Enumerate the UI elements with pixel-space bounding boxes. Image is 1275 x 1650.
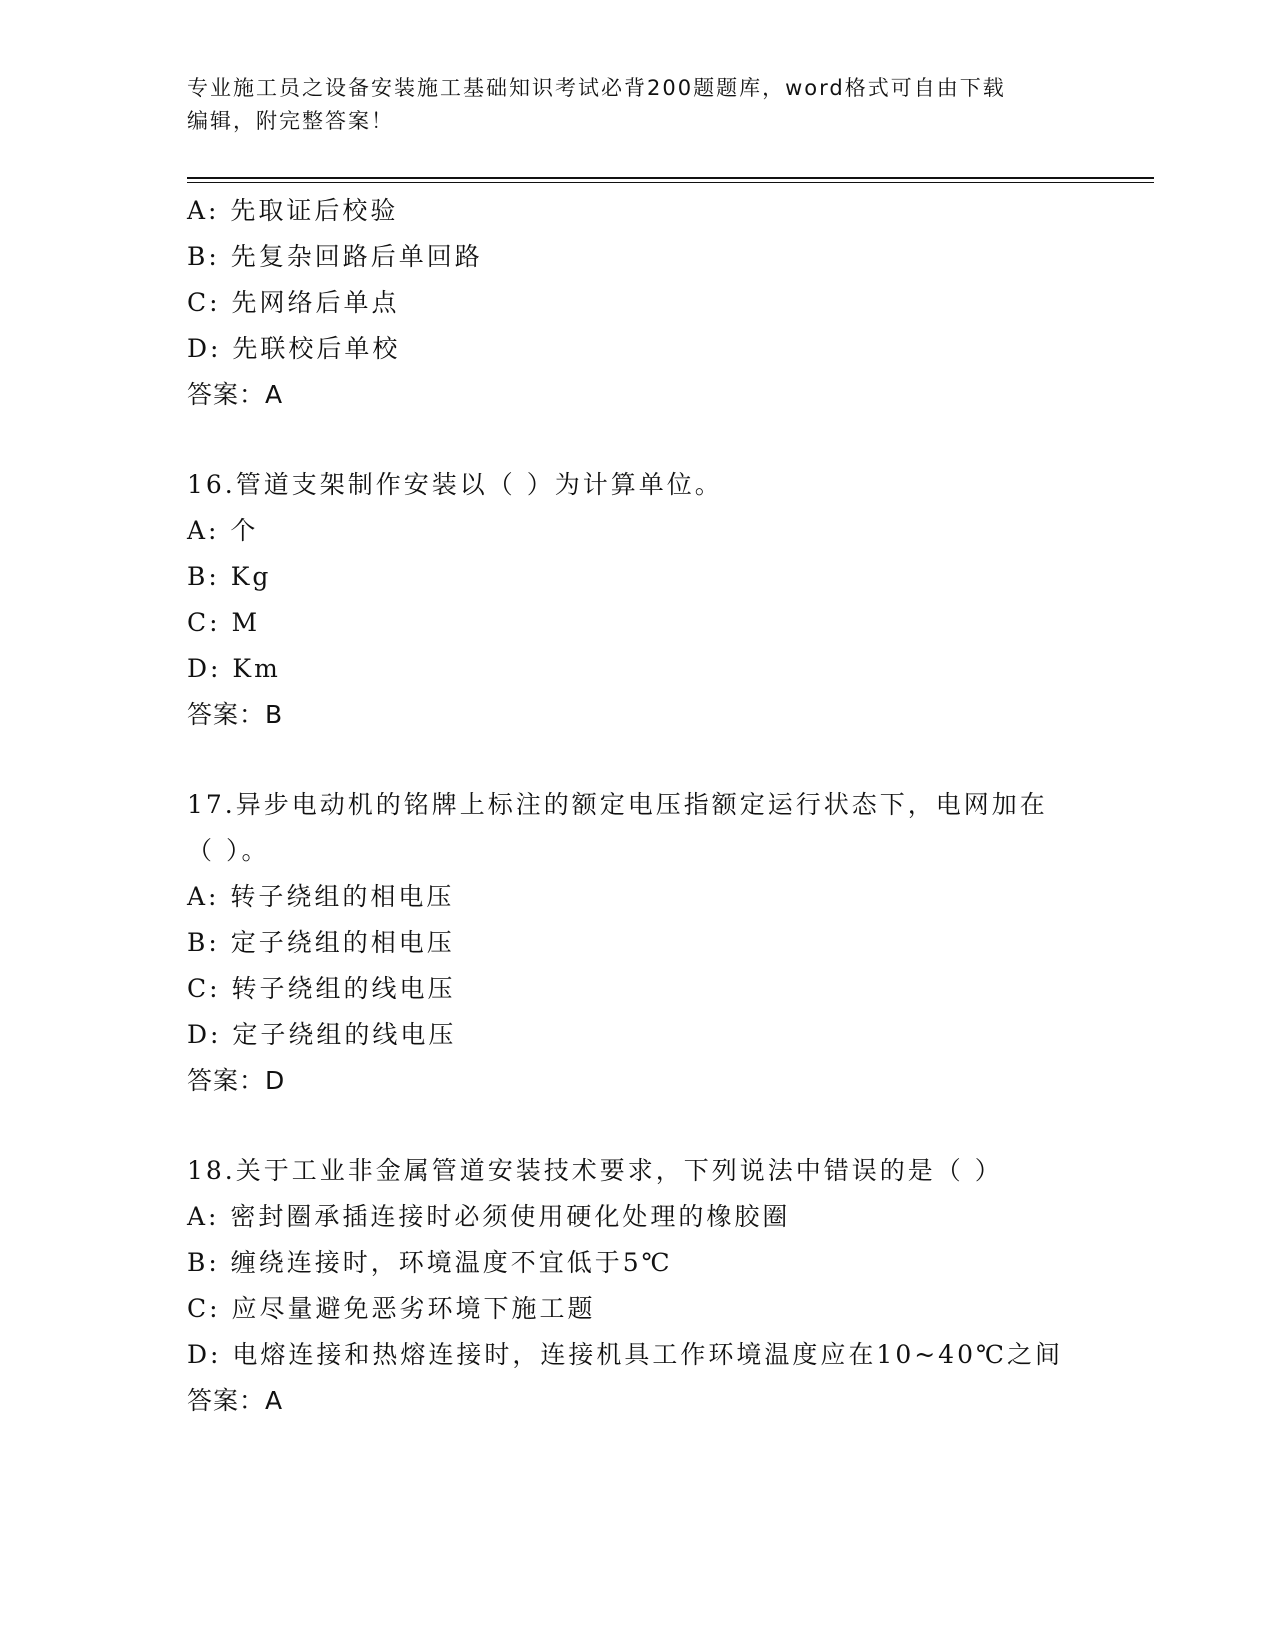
q17-answer: 答案：D xyxy=(187,1066,286,1095)
question-18-block xyxy=(187,1148,1147,1424)
q16-answer: 答案：B xyxy=(187,700,284,729)
q15-answer: 答案：A xyxy=(187,380,284,409)
question-17-block xyxy=(187,782,1147,1104)
q18-option-a: A: 密封圈承插连接时必须使用硬化处理的橡胶圈 xyxy=(187,1202,791,1231)
q18-option-b: B: 缠绕连接时，环境温度不宜低于5℃ xyxy=(187,1248,673,1277)
spacer xyxy=(187,1104,1147,1148)
spacer xyxy=(187,418,1147,462)
q16-option-d: D: Km xyxy=(187,654,281,683)
q15-option-b: B: 先复杂回路后单回路 xyxy=(187,242,483,271)
question-15-block xyxy=(187,188,1147,418)
q18-option-d: D: 电熔连接和热熔连接时，连接机具工作环境温度应在10~40℃之间 xyxy=(187,1340,1063,1369)
q16-option-b: B: Kg xyxy=(187,562,272,591)
q16-option-a: A: 个 xyxy=(187,516,259,545)
header-rule-thick xyxy=(187,177,1154,179)
q17-option-c: C: 转子绕组的线电压 xyxy=(187,974,456,1003)
header-rule-thin xyxy=(187,182,1154,183)
q17-option-b: B: 定子绕组的相电压 xyxy=(187,928,455,957)
q15-option-a: A: 先取证后校验 xyxy=(187,196,399,225)
q17-option-d: D: 定子绕组的线电压 xyxy=(187,1020,457,1049)
spacer xyxy=(187,738,1147,782)
header-title-line-2: 编辑，附完整答案！ xyxy=(187,109,394,133)
q17-question-line-2: （ ）。 xyxy=(187,836,270,865)
q18-option-c: C: 应尽量避免恶劣环境下施工题 xyxy=(187,1294,596,1323)
document-header xyxy=(187,72,1087,138)
q18-question: 18.关于工业非金属管道安装技术要求，下列说法中错误的是（ ） xyxy=(187,1156,1003,1185)
question-list xyxy=(187,188,1147,1424)
q16-option-c: C: M xyxy=(187,608,261,637)
q16-question: 16.管道支架制作安装以（ ）为计算单位。 xyxy=(187,470,723,499)
q17-question-line-1: 17.异步电动机的铭牌上标注的额定电压指额定运行状态下，电网加在 xyxy=(187,790,1048,819)
q18-answer: 答案：A xyxy=(187,1386,284,1415)
question-16-block xyxy=(187,462,1147,738)
q17-option-a: A: 转子绕组的相电压 xyxy=(187,882,455,911)
q15-option-c: C: 先网络后单点 xyxy=(187,288,400,317)
q15-option-d: D: 先联校后单校 xyxy=(187,334,401,363)
header-title-line-1: 专业施工员之设备安装施工基础知识考试必背200题题库，word格式可自由下载 xyxy=(187,76,1006,100)
